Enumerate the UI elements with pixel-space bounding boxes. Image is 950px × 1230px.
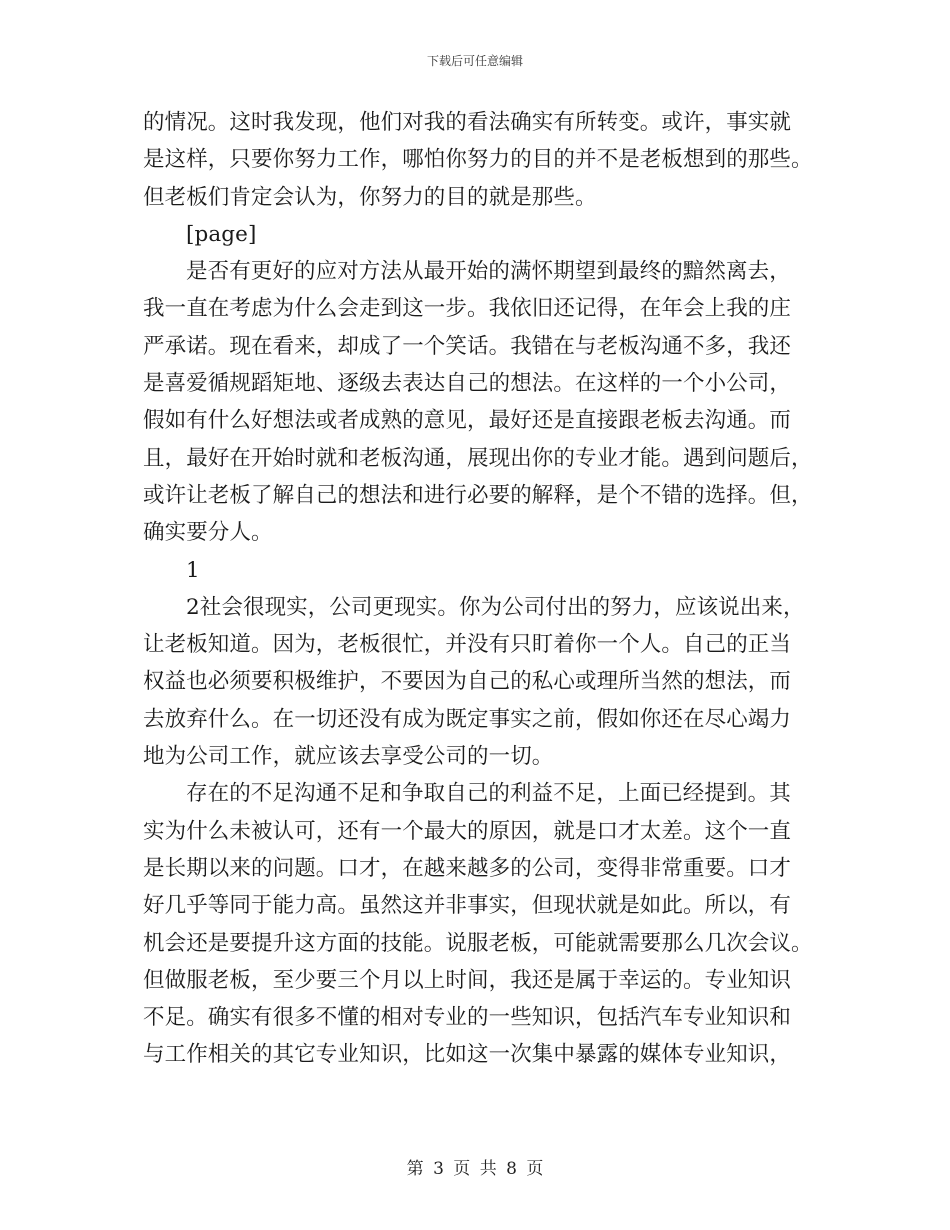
text-line: 或许让老板了解自己的想法和进行必要的解释，是个不错的选择。但， xyxy=(143,482,813,508)
text-line: 2社会很现实，公司更现实。你为公司付出的努力，应该说出来， xyxy=(186,594,805,620)
text-line: 好几乎等同于能力高。虽然这并非事实，但现状就是如此。所以，有 xyxy=(143,893,792,919)
text-line: [page] xyxy=(186,221,257,247)
text-line: 实为什么未被认可，还有一个最大的原因，就是口才太差。这个一直 xyxy=(143,818,792,844)
text-line: 但做服老板，至少要三个月以上时间，我还是属于幸运的。专业知识 xyxy=(143,967,792,993)
text-line: 假如有什么好想法或者成熟的意见，最好还是直接跟老板去沟通。而 xyxy=(143,408,792,434)
text-line: 存在的不足沟通不足和争取自己的利益不足，上面已经提到。其 xyxy=(186,781,791,807)
text-line: 与工作相关的其它专业知识，比如这一次集中暴露的媒体专业知识， xyxy=(143,1042,792,1068)
text-line: 且，最好在开始时就和老板沟通，展现出你的专业才能。遇到问题后， xyxy=(143,445,813,471)
page-footer: 第 3 页 共 8 页 xyxy=(406,1159,544,1179)
text-line: 是否有更好的应对方法从最开始的满怀期望到最终的黯然离去， xyxy=(186,259,791,285)
page-header: 下载后可任意编辑 xyxy=(426,54,523,68)
text-line: 不足。确实有很多不懂的相对专业的一些知识，包括汽车专业知识和 xyxy=(143,1005,792,1031)
document-body xyxy=(143,104,815,1074)
text-line: 让老板知道。因为，老板很忙，并没有只盯着你一个人。自己的正当 xyxy=(143,632,792,658)
text-line: 严承诺。现在看来，却成了一个笑话。我错在与老板沟通不多，我还 xyxy=(143,333,792,359)
text-line: 1 xyxy=(186,557,200,583)
text-line: 机会还是要提升这方面的技能。说服老板，可能就需要那么几次会议。 xyxy=(143,930,813,956)
text-line: 是长期以来的问题。口才，在越来越多的公司，变得非常重要。口才 xyxy=(143,855,792,881)
text-line: 但老板们肯定会认为，你努力的目的就是那些。 xyxy=(143,184,597,210)
text-line: 是喜爱循规蹈矩地、逐级去表达自己的想法。在这样的一个小公司， xyxy=(143,371,792,397)
text-line: 我一直在考虑为什么会走到这一步。我依旧还记得，在年会上我的庄 xyxy=(143,296,792,322)
text-line: 地为公司工作，就应该去享受公司的一切。 xyxy=(143,744,554,770)
text-line: 去放弃什么。在一切还没有成为既定事实之前，假如你还在尽心竭力 xyxy=(143,706,792,732)
text-line: 确实要分人。 xyxy=(143,520,273,546)
text-line: 的情况。这时我发现，他们对我的看法确实有所转变。或许，事实就 xyxy=(143,110,792,135)
text-line: 权益也必须要积极维护，不要因为自己的私心或理所当然的想法，而 xyxy=(143,669,792,695)
text-line: 是这样，只要你努力工作，哪怕你努力的目的并不是老板想到的那些。 xyxy=(143,147,813,173)
